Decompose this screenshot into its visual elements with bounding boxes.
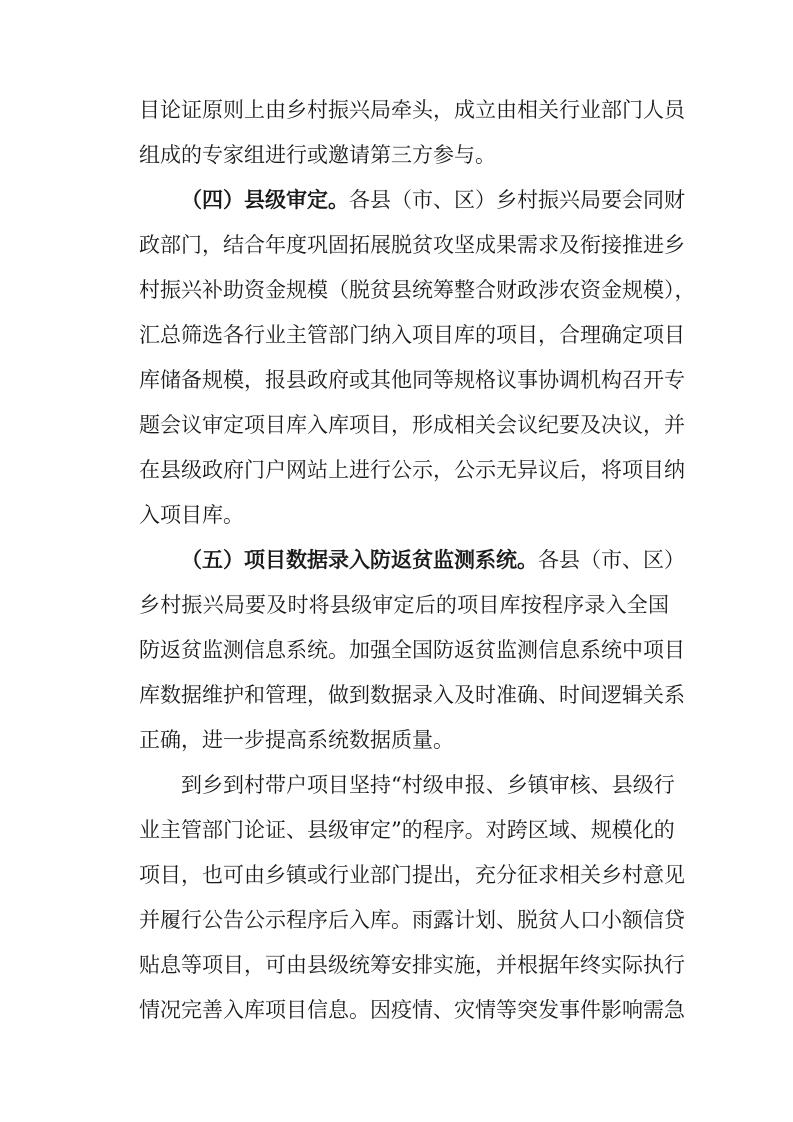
paragraph-line: 目论证原则上由乡村振兴局牵头，成立由相关行业部门人员 — [139, 98, 685, 122]
paragraph-line: 并履行公告公示程序后入库。雨露计划、脱贫人口小额信贷 — [139, 908, 685, 932]
paragraph-line: 题会议审定项目库入库项目，形成相关会议纪要及决议，并 — [139, 413, 685, 437]
paragraph-first-line — [181, 182, 685, 218]
paragraph-line: 正确，进一步提高系统数据质量。 — [139, 728, 454, 752]
paragraph-line: 业主管部门论证、县级审定”的程序。对跨区域、规模化的 — [139, 818, 675, 842]
paragraph-line: 防返贫监测信息系统。加强全国防返贫监测信息系统中项目 — [139, 638, 685, 662]
paragraph-line: 村振兴补助资金规模（脱贫县统筹整合财政涉农资金规模）， — [139, 278, 696, 302]
paragraph-line: 贴息等项目，可由县级统筹安排实施，并根据年终实际执行 — [139, 953, 685, 977]
paragraph-line: 政部门，结合年度巩固拓展脱贫攻坚成果需求及衔接推进乡 — [139, 233, 685, 257]
paragraph-line: 库储备规模，报县政府或其他同等规格议事协调机构召开专 — [139, 368, 685, 392]
paragraph-first-line: 到乡到村带户项目坚持“村级申报、乡镇审核、县级行 — [181, 773, 675, 797]
paragraph-line: 乡村振兴局要及时将县级审定后的项目库按程序录入全国 — [139, 593, 669, 617]
paragraph-line: 组成的专家组进行或邀请第三方参与。 — [139, 143, 496, 167]
subsection-title: （五）项目数据录入防返贫监测系统。 — [181, 548, 538, 572]
paragraph-line: 入项目库。 — [139, 503, 244, 527]
paragraph-first-line — [181, 542, 685, 578]
paragraph-line: 汇总筛选各行业主管部门纳入项目库的项目，合理确定项目 — [139, 323, 685, 347]
paragraph-line: 项目，也可由乡镇或行业部门提出，充分征求相关乡村意见 — [139, 863, 685, 887]
paragraph-text: 各县（市、区） — [538, 548, 685, 572]
paragraph-line: 库数据维护和管理，做到数据录入及时准确、时间逻辑关系 — [139, 683, 685, 707]
paragraph-line: 情况完善入库项目信息。因疫情、灾情等突发事件影响需急 — [139, 998, 685, 1022]
paragraph-text: 各县（市、区）乡村振兴局要会同财 — [349, 188, 685, 212]
subsection-title: （四）县级审定。 — [181, 188, 349, 212]
paragraph-line: 在县级政府门户网站上进行公示，公示无异议后，将项目纳 — [139, 458, 685, 482]
